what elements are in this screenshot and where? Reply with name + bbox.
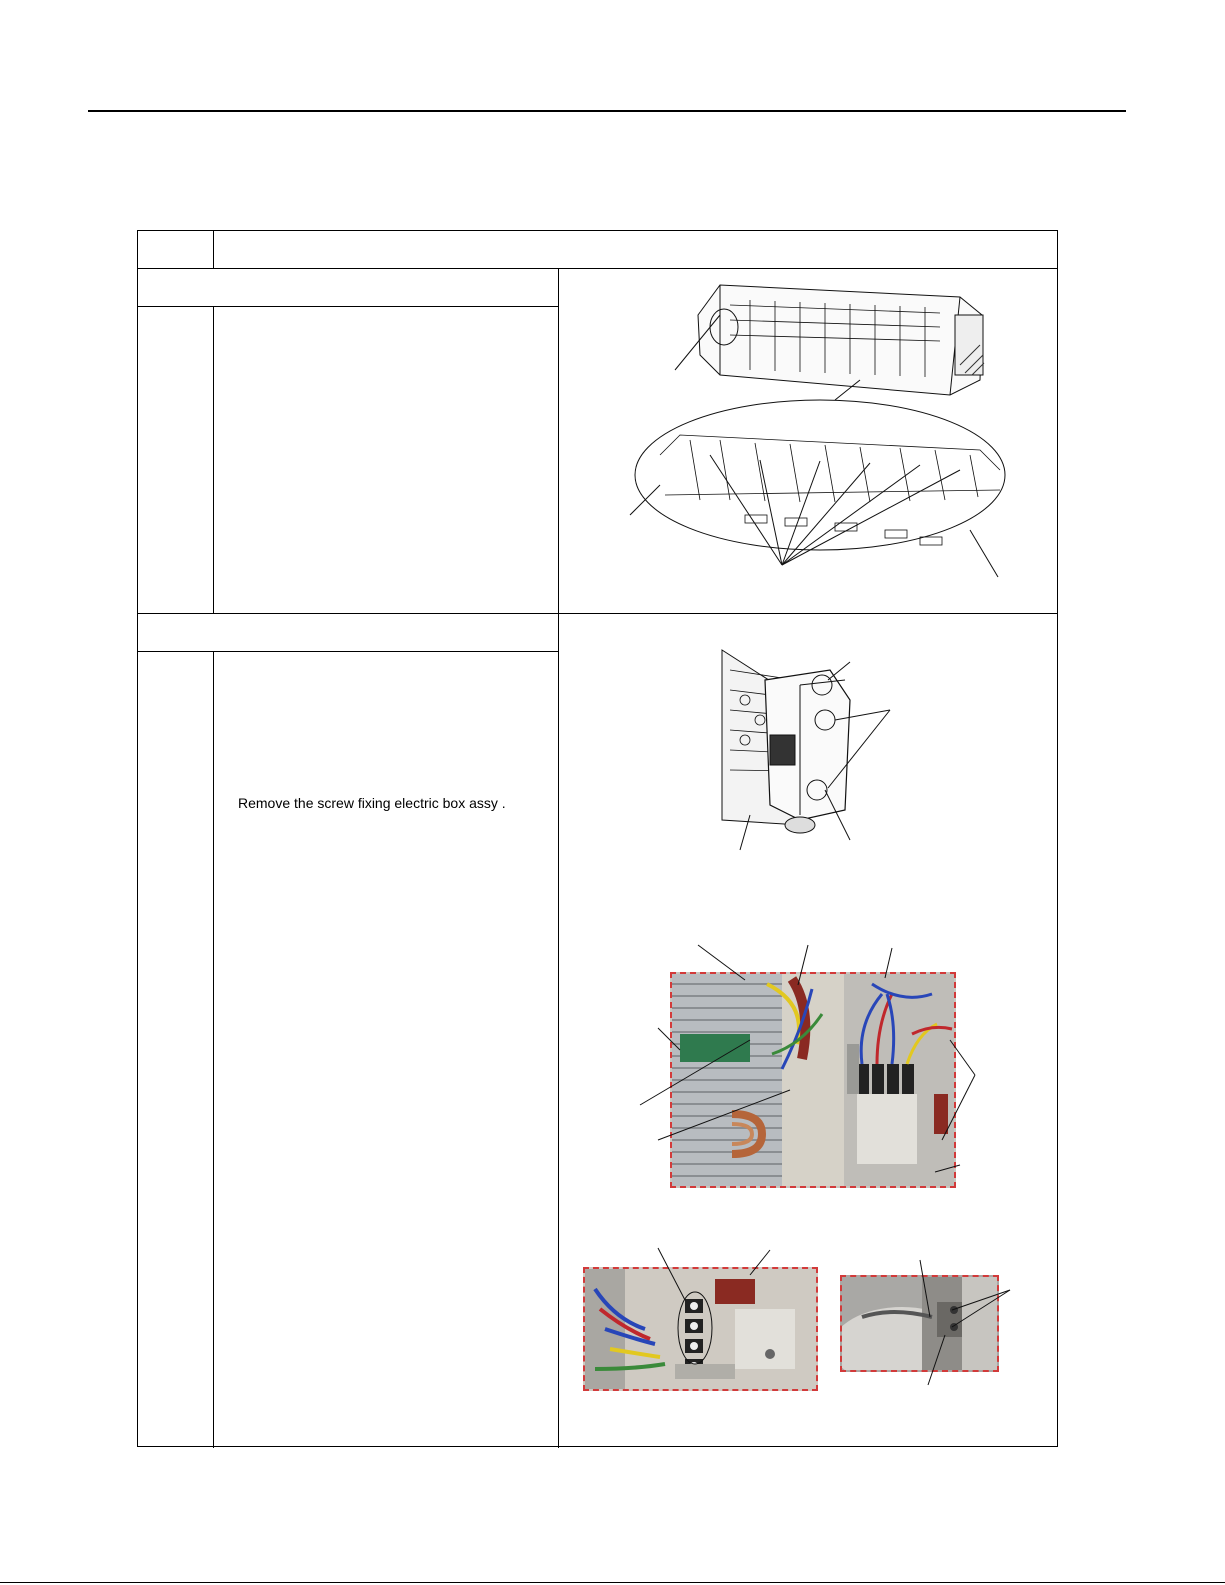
table-header-divider <box>138 268 1057 269</box>
figure-terminal-leader-lines <box>640 1240 790 1380</box>
header-column-divider <box>213 231 214 268</box>
figure-wiring-leader-lines <box>630 940 990 1180</box>
section2-title-divider <box>138 651 559 652</box>
figure-screw-leader-lines <box>900 1255 1020 1390</box>
header-rule <box>88 110 1126 112</box>
figure-unit-outline <box>620 275 1020 585</box>
section2-column-divider <box>213 651 214 1448</box>
figure-column-divider <box>558 268 559 1448</box>
footer-rule <box>0 1582 1225 1583</box>
figure-electric-box <box>700 640 900 850</box>
section1-title-divider <box>138 306 559 307</box>
section-divider <box>138 613 1057 614</box>
section1-column-divider <box>213 306 214 613</box>
step-instruction: Remove the screw fixing electric box assy . <box>238 795 506 811</box>
